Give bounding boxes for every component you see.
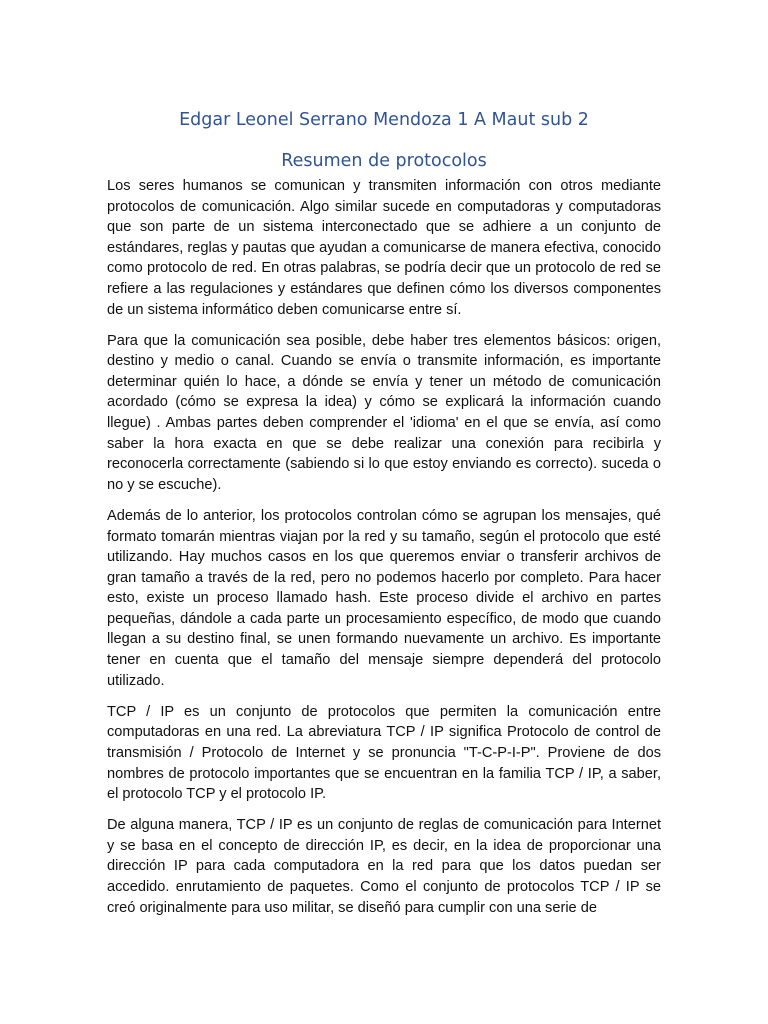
paragraph: Además de lo anterior, los protocolos controlan cómo se agrupan los mensajes, qué formato tomarán mientras viajan por la red y su tamaño, según el protocolo que esté utilizando. Hay muchos casos en los que queremos enviar o transferir archivos de gran tamaño a través de la red, pero no podemos hacerlo por completo. Para hacer esto, existe un proceso llamado hash. Este proceso divide el archivo en partes pequeñas, dándole a cada parte un procesamiento específico, de modo que cuando llegan a su destino final, se unen formando nuevamente un archivo. Es importante tener en cuenta que el tamaño del mensaje siempre dependerá del protocolo utilizado. <box>107 507 661 689</box>
paragraph: Para que la comunicación sea posible, debe haber tres elementos básicos: origen, destino y medio o canal. Cuando se envía o transmite información, es importante determinar quién lo hace, a dónde se envía y tener un método de comunicación acordado (cómo se expresa la idea) y cómo se explicará la información cuando llegue) . Ambas partes deben comprender el 'idioma' en el que se envía, así como saber la hora exacta en que se debe realizar una conexión para recibirla y reconocerla correctamente (sabiendo si lo que estoy enviando es correcto). suceda o no y se escuche). <box>107 332 661 493</box>
paragraph: TCP / IP es un conjunto de protocolos que permiten la comunicación entre computadoras en una red. La abreviatura TCP / IP significa Protocolo de control de transmisión / Protocolo de Internet y se pronuncia "T-C-P-I-P". Proviene de dos nombres de protocolo importantes que se encuentran en la familia TCP / IP, a saber, el protocolo TCP y el protocolo IP. <box>107 703 661 803</box>
author-line: Edgar Leonel Serrano Mendoza 1 A Maut sub 2 <box>179 110 589 130</box>
document-body <box>107 176 661 929</box>
paragraph: De alguna manera, TCP / IP es un conjunto de reglas de comunicación para Internet y se basa en el concepto de dirección IP, es decir, en la idea de proporcionar una dirección IP para cada computadora en la red para que los datos puedan ser accedido. enrutamiento de paquetes. Como el conjunto de protocolos TCP / IP se creó originalmente para uso militar, se diseñó para cumplir con una serie de <box>107 817 661 916</box>
document-title: Resumen de protocolos <box>281 151 487 171</box>
paragraph: Los seres humanos se comunican y transmiten información con otros mediante protocolos de comunicación. Algo similar sucede en computadoras y computadoras que son parte de un sistema interconectado que se adhiere a un conjunto de estándares, reglas y pautas que ayudan a comunicarse de manera efectiva, conocido como protocolo de red. En otras palabras, se podría decir que un protocolo de red se refiere a las regulaciones y estándares que definen cómo los diversos componentes de un sistema informático deben comunicarse entre sí. <box>107 178 661 318</box>
